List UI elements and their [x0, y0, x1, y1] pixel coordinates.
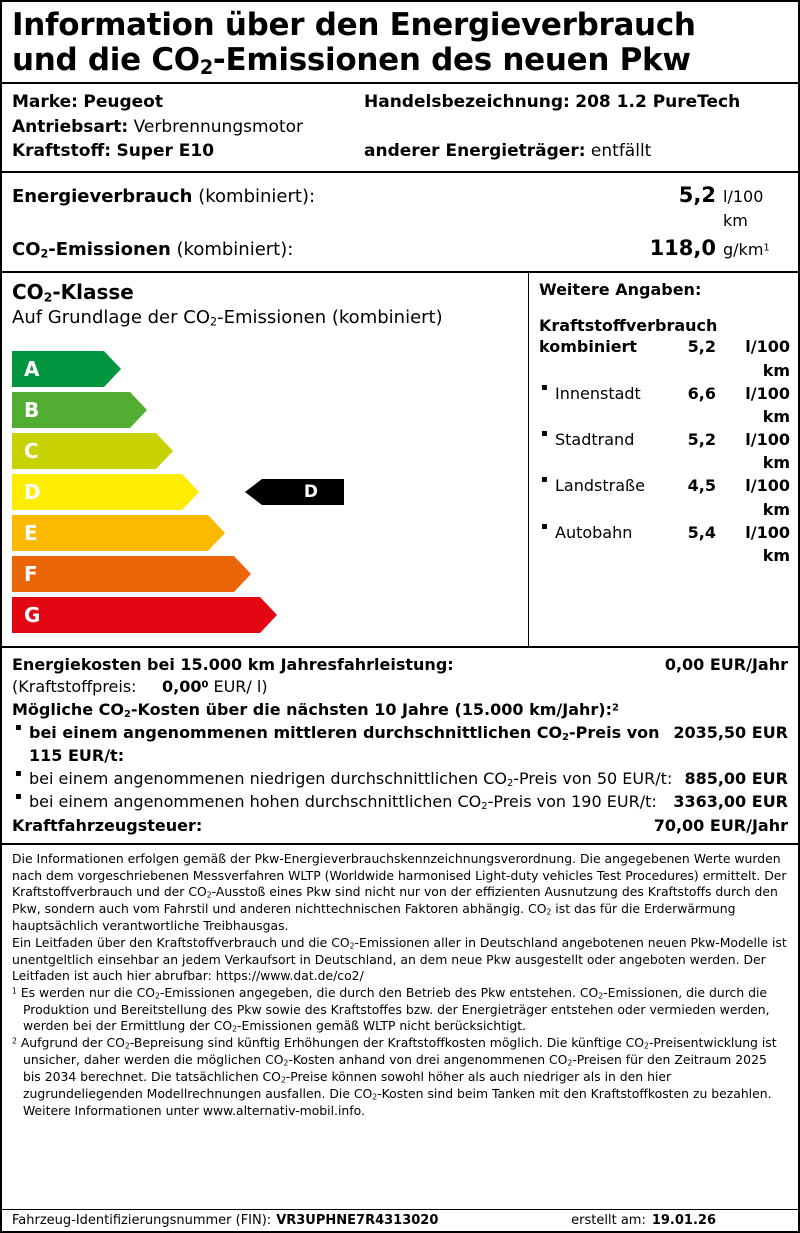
energy-costs-label: Energiekosten bei 15.000 km Jahresfahrleistung:: [12, 654, 454, 674]
fuel-price-label: (Kraftstoffpreis:: [12, 677, 137, 697]
fuel-consumption-value: 4,5: [687, 476, 716, 496]
fuel-consumption-label: kombiniert: [539, 337, 638, 357]
future-co2-costs-label: Mögliche CO: [12, 699, 124, 719]
co2-class-marker: [262, 479, 344, 505]
row-fuel-price: [12, 676, 788, 699]
footnote-ref-1: 1: [763, 242, 770, 254]
vehicle-row-drivetrain: [12, 115, 788, 139]
co2-emissions-label: CO: [12, 238, 41, 260]
fuel-consumption-row: [539, 335, 790, 381]
bar-arrow-tip: [156, 433, 173, 469]
bar-arrow-tip: [130, 392, 147, 428]
title-line-1: Information über den Energieverbrauch: [12, 7, 696, 43]
co2-subscript: 2: [644, 1041, 649, 1051]
co2-subscript: 2: [206, 891, 212, 901]
co2-price-scenario-row: [12, 768, 788, 791]
row-energy-consumption: [12, 180, 788, 233]
co2-subscript: 2: [232, 1024, 238, 1034]
co2-price-scenario-text: ▪ bei einem angenommenen mittleren durchschnittlichen $CO_2$-Preis von 115 EUR/t:: [12, 722, 673, 768]
co2-emissions-unit: g/km: [723, 239, 764, 259]
fuel-consumption-unit: l/100 km: [745, 337, 790, 380]
legal-footnote-2: $^2$ Aufgrund der $CO_2$-Bepreisung sind künftig Erhöhungen der Kraftstoffkosten möglich. Die künftige $CO_2$-Preisentwicklung ist unsicher, daher werden die möglichen $CO_2$-Kosten anhand von drei angenommenen $CO_2$-Preisen für den Zeitraum 2025 bis 2034 berechnet. Die tatsächlichen $CO_2$-Preise können sowohl höher als auch niedriger als in den hier zugrundeliegenden Modellrechnungen ausfallen. Die $CO_2$-Kosten sind beim Tanken mit den Kraftstoffkosten zu bezahlen. Weitere Informationen unter www.alternativ-mobil.info.: [12, 1034, 777, 1118]
fuel-consumption-value: 6,6: [687, 383, 716, 403]
title-line-2: und die $CO_2$-Emissionen des neuen Pkw: [12, 41, 691, 79]
footnote-ref-2: 2: [612, 702, 619, 714]
co2-emissions-qualifier: (kombiniert):: [176, 238, 294, 260]
bar-arrow-tip: [104, 351, 121, 387]
co2-subscript: 2: [372, 1092, 378, 1102]
co2-price-scenario-value: 885,00 EUR: [684, 769, 788, 789]
co2-subscript: 2: [481, 801, 488, 813]
co2-subscript: 2: [209, 315, 218, 329]
drivetrain-value: Verbrennungsmotor: [133, 116, 303, 137]
co2-price-scenario-value: 3363,00 EUR: [673, 792, 788, 812]
co2-class-bar-f: [12, 556, 234, 592]
vin-value: VR3UPHNE7R4313020: [276, 1213, 439, 1228]
vehicle-row-fuel: [12, 139, 788, 163]
bar-arrow-tip: [234, 556, 251, 592]
co2-subscript: 2: [123, 709, 131, 721]
co2-class-bar-c: [12, 433, 156, 469]
co2-subscript: 2: [199, 55, 213, 79]
co2-price-scenario-value: 2035,50 EUR: [673, 723, 788, 743]
co2-class-scale: [12, 351, 518, 633]
legal-paragraph-1: Die Informationen erfolgen gemäß der Pkw-Energieverbrauchskennzeichnungsverordnung. Die angegebenen Werte wurden nach dem vorgeschriebenen Messverfahren WLTP (Worldwide harmonised Light-duty vehicles Test Procedures) ermittelt. Der Kraftstoffverbrauch und der $CO_2$-Ausstoß eines Pkw sind nicht nur von der effizienten Ausnutzung des Kraftstoffs durch den Pkw, sondern auch vom Fahrstil und anderen nichttechnischen Faktoren abhängig. $CO_2$ ist das für die Erderwärmung hauptsächlich verantwortliche Treibhausgas.: [12, 851, 787, 934]
co2-class-bar-label: A: [24, 356, 40, 381]
footer: [2, 1209, 798, 1231]
fuel-label: Kraftstoff:: [12, 140, 112, 161]
co2-subscript: 2: [40, 247, 49, 261]
fuel-consumption-value: 5,2: [687, 430, 716, 450]
fuel-price-value: 0,00: [162, 677, 202, 697]
fuel-consumption-unit: l/100 km: [745, 430, 790, 473]
co2-price-scenario-row: [12, 791, 788, 814]
co2-class-heading: $CO_2$-Klasse: [12, 280, 134, 306]
row-future-co2-costs-title: Mögliche $CO_2$-Kosten über die nächsten 10 Jahre (15.000 km/Jahr):$^2$: [12, 699, 619, 721]
further-details-title: Weitere Angaben:: [539, 280, 702, 300]
created-value: 19.01.26: [651, 1213, 716, 1228]
fuel-price-sup: 0: [201, 679, 209, 691]
model-value: 208 1.2 PureTech: [575, 92, 741, 113]
energy-consumption-label: Energieverbrauch: [12, 185, 193, 207]
created-label: erstellt am:: [571, 1213, 646, 1228]
co2-price-unit: EUR/t:: [606, 792, 657, 812]
model-label: Handelsbezeichnung:: [364, 92, 570, 113]
brand-label: Marke:: [12, 92, 78, 113]
further-details-panel: [528, 273, 798, 645]
co2-class-bar-b: [12, 392, 130, 428]
co2-class-bar-e: [12, 515, 208, 551]
fuel-consumption-unit: l/100 km: [745, 383, 790, 426]
co2-class-bar-g: [12, 597, 260, 633]
co2-subscript: 2: [506, 778, 514, 790]
co2-class-bar-label: D: [24, 479, 41, 504]
bar-arrow-tip: [260, 597, 277, 633]
co2-subscript: 2: [349, 941, 355, 951]
co2-class-bar-label: B: [24, 397, 40, 422]
fuel-consumption-list: [539, 335, 790, 567]
other-energy-label: anderer Energieträger:: [364, 140, 586, 161]
fuel-consumption-unit: l/100 km: [745, 522, 790, 566]
fuel-consumption-value: 5,4: [687, 522, 716, 542]
co2-class-bar-label: E: [24, 520, 38, 545]
co2-class-bar-a: [12, 351, 104, 387]
co2-price-scenario-row: [12, 722, 788, 768]
row-co2-emissions: $CO_2$-Emissionen (kombiniert): 118,0 $g/km^1$: [12, 233, 788, 265]
co2-class-bar-label: F: [24, 561, 38, 586]
co2-emissions-value: 118,0: [649, 235, 716, 260]
fuel-consumption-row: [539, 521, 790, 567]
consumption-summary: [2, 173, 798, 272]
fuel-price-unit: EUR/ l): [213, 677, 268, 697]
vin-label: Fahrzeug-Identifizierungsnummer (FIN):: [12, 1213, 272, 1228]
co2-subscript: 2: [124, 1041, 130, 1051]
co2-class-subheading: Auf Grundlage der $CO_2$-Emissionen (kombiniert): [12, 307, 443, 329]
co2-subscript: 2: [562, 732, 570, 744]
brand-value: Peugeot: [83, 92, 163, 113]
co2-subscript: 2: [154, 991, 160, 1001]
fuel-consumption-label: ▪ Landstraße: [539, 474, 674, 497]
co2-subscript: 2: [598, 991, 604, 1001]
co2-class-bar-d: [12, 474, 182, 510]
legal-paragraph-2: Ein Leitfaden über den Kraftstoffverbrauch und die $CO_2$-Emissionen aller in Deutschland angebotenen neuen Pkw-Modelle ist unentgeltlich einsehbar an jedem Verkaufsort in Deutschland, an dem neue Pkw ausgestellt oder angeboten werden. Der Leitfaden ist auch hier abrufbar: https://www.dat.de/co2/: [12, 934, 787, 984]
fuel-consumption-row: [539, 382, 790, 428]
legal-notes: [2, 845, 798, 1209]
co2-class-marker-label: D: [303, 481, 318, 502]
bar-arrow-tip: [182, 474, 199, 510]
vehicle-tax-value: 70,00 EUR/Jahr: [653, 815, 788, 835]
page-title: [2, 2, 798, 82]
co2-price-per-ton: 115: [29, 746, 68, 766]
energy-consumption-qualifier: (kombiniert):: [198, 185, 316, 207]
fuel-consumption-value: 5,2: [687, 337, 716, 357]
co2-subscript: 2: [567, 1058, 573, 1068]
row-energy-costs: [12, 654, 788, 677]
vehicle-tax-label: Kraftfahrzeugsteuer:: [12, 815, 203, 835]
fuel-consumption-title: Kraftstoffverbrauch: [539, 316, 718, 336]
costs-section: [2, 648, 798, 844]
fuel-consumption-row: [539, 474, 790, 520]
co2-subscript: 2: [280, 1075, 286, 1085]
co2-class-scale-panel: [2, 273, 528, 645]
co2-subscript: 2: [283, 1058, 289, 1068]
vehicle-info: [2, 84, 798, 170]
energy-costs-value: 0,00 EUR/Jahr: [664, 654, 788, 674]
co2-price-scenario-text: ▪ bei einem angenommenen hohen durchschnittlichen $CO_2$-Preis von 190 EUR/t:: [12, 791, 673, 814]
co2-price-unit: EUR/t:: [622, 769, 673, 789]
legal-footnote-1: $^1$ Es werden nur die $CO_2$-Emissionen angegeben, die durch den Betrieb des Pkw entstehen. $CO_2$-Emissionen, die durch die Produktion und Bereitstellung des Pkw sowie des Kraftstoffes bzw. der Energieträger entstehen oder vermieden werden, werden bei der Ermittlung der $CO_2$-Emissionen gemäß WLTP nicht berücksichtigt.: [12, 984, 770, 1034]
fuel-consumption-unit: l/100 km: [745, 476, 790, 519]
marker-arrow-head: [245, 479, 262, 505]
energy-consumption-unit: l/100 km: [723, 186, 764, 230]
energy-consumption-value: 5,2: [678, 182, 716, 207]
fuel-consumption-label: ▪ Innenstadt: [539, 382, 674, 405]
bar-arrow-tip: [208, 515, 225, 551]
row-vehicle-tax: [12, 815, 788, 838]
fuel-consumption-label: ▪ Stadtrand: [539, 428, 674, 451]
co2-price-per-ton: 50: [596, 769, 623, 789]
fuel-consumption-row: [539, 428, 790, 474]
co2-price-scenarios: [12, 722, 788, 814]
co2-class-section: [2, 273, 798, 645]
co2-price-scenario-text: ▪ bei einem angenommenen niedrigen durchschnittlichen $CO_2$-Preis von 50 EUR/t:: [12, 768, 684, 791]
co2-price-unit: EUR/t:: [67, 746, 125, 766]
co2-subscript: 2: [546, 907, 552, 917]
co2-subscript: 2: [43, 290, 53, 306]
vehicle-row-brand: [12, 90, 788, 114]
drivetrain-label: Antriebsart:: [12, 116, 129, 137]
co2-class-bar-label: G: [24, 602, 41, 627]
fuel-value: Super E10: [116, 140, 215, 161]
fuel-consumption-label: ▪ Autobahn: [539, 521, 674, 544]
co2-price-per-ton: 190: [571, 792, 607, 812]
co2-class-bar-label: C: [24, 438, 39, 463]
other-energy-value: entfällt: [590, 140, 652, 161]
